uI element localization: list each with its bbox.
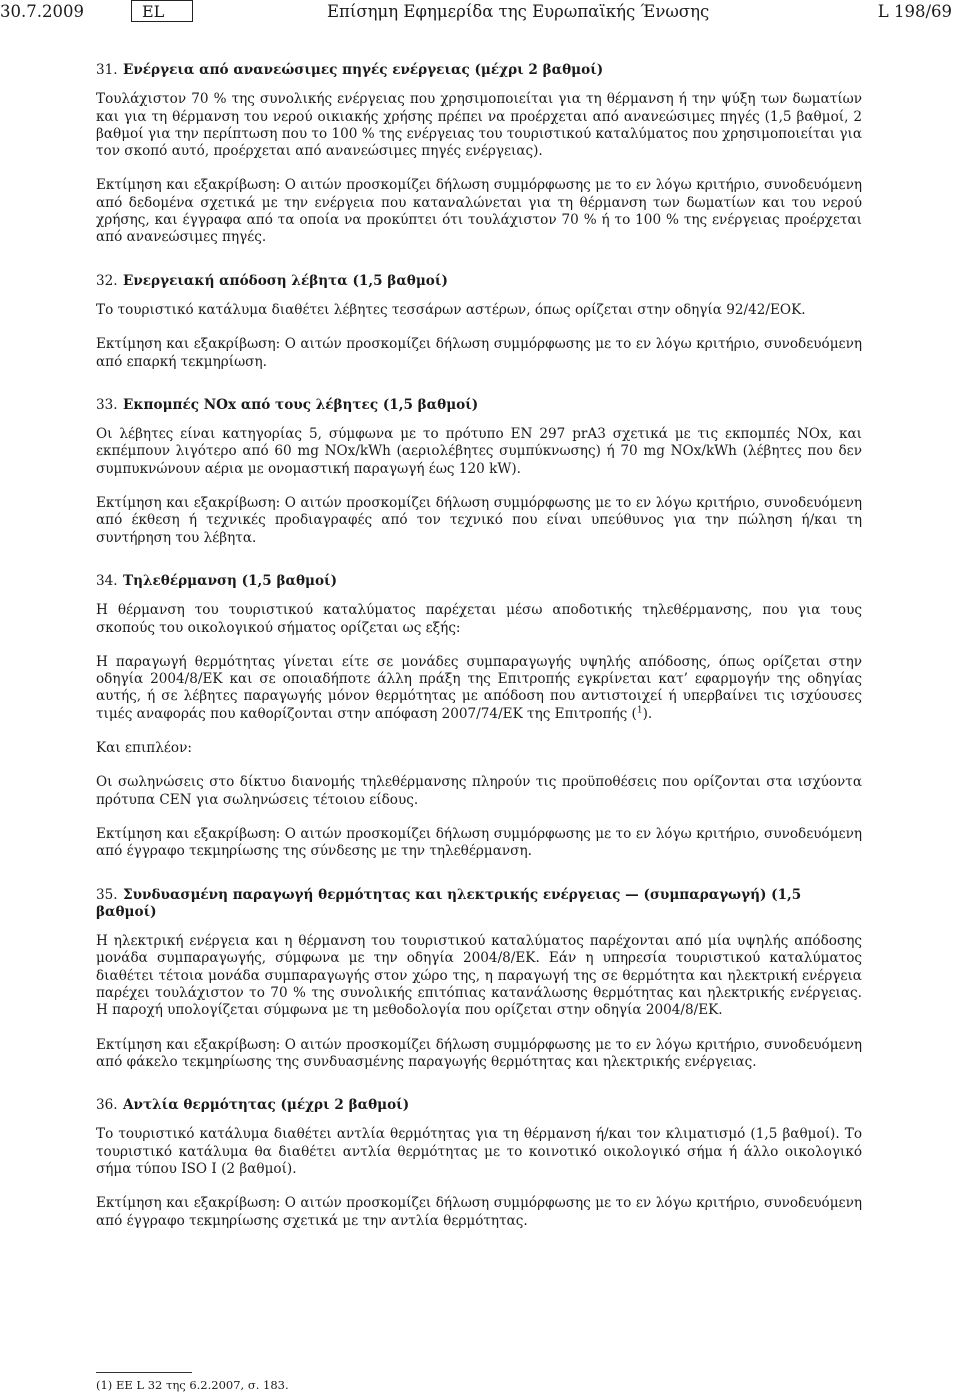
page-number: L 198/69 <box>877 2 952 21</box>
section-31-paragraph: Τουλάχιστον 70 % της συνολικής ενέργειας που χρησιμοποιείται για τη θέρμανση ή την ψύξη των δωματίων και για τη θέρμανση του νερού οικιακής χρήσης πρέπει να προέρχεται από ανανεώσιμες πηγές (1,5 βαθμοί, 2 βαθμοί για την περίπτωση που το 100 % της ενέργειας του τουριστικού καταλύματος που χρησιμοποιείται για τον σκοπό αυτό, προέρχεται από ανανεώσιμες πηγές ενέργειας). <box>96 91 862 160</box>
footnote-text: ΕΕ L 32 της 6.2.2007, σ. 183. <box>115 1378 289 1392</box>
section-title-36: 36. Αντλία θερμότητας (μέχρι 2 βαθμοί) <box>96 1097 410 1114</box>
publication-date: 30.7.2009 <box>0 2 84 21</box>
section-36-paragraph: Το τουριστικό κατάλυμα διαθέτει αντλία θερμότητας για τη θέρμανση ή/και τον κλιματισμό (1,5 βαθμοί). Το τουριστικό κατάλυμα θα διαθέτει αντλία θερμότητας με το κοινοτικό οικολογικό σήμα ή άλλο οικολογικό σήμα τύπου ISO I (2 βαθμοί). <box>96 1126 862 1178</box>
section-title-33: 33. Εκπομπές NOx από τους λέβητες (1,5 βαθμοί) <box>96 396 479 413</box>
journal-title: Επίσημη Εφημερίδα της Ευρωπαϊκής Ένωσης <box>327 2 710 21</box>
section-32-paragraph: Το τουριστικό κατάλυμα διαθέτει λέβητες τεσσάρων αστέρων, όπως ορίζεται στην οδηγία 92/42/ΕΟΚ. <box>96 301 806 318</box>
section-36-assessment: Εκτίμηση και εξακρίβωση: Ο αιτών προσκομίζει δήλωση συμμόρφωσης με το εν λόγω κριτήριο, συνοδευόμενη από έγγραφο τεκμηρίωσης σχετικά με την αντλία θερμότητας. <box>96 1195 862 1229</box>
section-33-paragraph: Οι λέβητες είναι κατηγορίας 5, σύμφωνα με το πρότυπο EN 297 prA3 σχετικά με τις εκπομπές NOx, και εκπέμπουν λιγότερο από 60 mg NOx/kWh (αεριολέβητες συμπύκνωσης) ή 70 mg NOx/kWh (λέβητες που δεν συμπυκνώνουν αέρια με ονομαστική παραγωγή έως 120 kW). <box>96 426 862 477</box>
section-33-assessment: Εκτίμηση και εξακρίβωση: Ο αιτών προσκομίζει δήλωση συμμόρφωσης με το εν λόγω κριτήριο, συνοδευόμενη από έκθεση ή τεχνικές προδιαγραφές από τον τεχνικό που είναι υπεύθυνος για την πώληση ή/και τη συντήρηση του λέβητα. <box>96 495 862 546</box>
footnote-divider <box>96 1372 192 1373</box>
section-31-assessment: Εκτίμηση και εξακρίβωση: Ο αιτών προσκομίζει δήλωση συμμόρφωσης με το εν λόγω κριτήριο, συνοδευόμενη από δεδομένα σχετικά με την ενέργεια που καταναλώνεται για τη θέρμανση των δωματίων και του νερού χρήσης, και έγγραφα από τα οποία να προκύπτει ότι τουλάχιστον 70 % ή το 100 % της ενέργειας προέρχεται από ανανεώσιμες πηγές. <box>96 177 862 246</box>
section-32-assessment: Εκτίμηση και εξακρίβωση: Ο αιτών προσκομίζει δήλωση συμμόρφωσης με το εν λόγω κριτήριο, συνοδευόμενη από επαρκή τεκμηρίωση. <box>96 336 862 370</box>
section-title-34: 34. Τηλεθέρμανση (1,5 βαθμοί) <box>96 572 338 589</box>
section-title-35: 35. Συνδυασμένη παραγωγή θερμότητας και ηλεκτρικής ενέργειας — (συμπαραγωγή) (1,5 βαθμοί) <box>96 886 802 920</box>
footnote-marker: (1) <box>96 1378 113 1392</box>
section-35-assessment: Εκτίμηση και εξακρίβωση: Ο αιτών προσκομίζει δήλωση συμμόρφωσης με το εν λόγω κριτήριο, συνοδευόμενη από φάκελο τεκμηρίωσης της συνδυασμένης παραγωγής θερμότητας και ηλεκτρικής ενέργειας. <box>96 1036 862 1070</box>
section-34-assessment: Εκτίμηση και εξακρίβωση: Ο αιτών προσκομίζει δήλωση συμμόρφωσης με το εν λόγω κριτήριο, συνοδευόμενη από έγγραφο τεκμηρίωσης της σύνδεσης με την τηλεθέρμανση. <box>96 825 862 860</box>
footnote-reference[interactable]: 1 <box>636 705 643 716</box>
section-35-paragraph: Η ηλεκτρική ενέργεια και η θέρμανση του τουριστικού καταλύματος παρέχονται από μία υψηλής απόδοσης μονάδα συμπαραγωγής, σύμφωνα με την οδηγία 2004/8/ΕΚ. Εάν η υπηρεσία τουριστικού καταλύματος διαθέτει τέτοια μονάδα συμπαραγωγής στον χώρο της, η παραγωγή της σε θερμότητα και ηλεκτρική ενέργεια παρέχει τουλάχιστον το 70 % της συνολικής επιτόπιας κατανάλωσης θερμότητας και ηλεκτρικής ενέργειας. Η παροχή υπολογίζεται σύμφωνα με τη μεθοδολογία που ορίζεται στην οδηγία 2004/8/ΕΚ. <box>96 933 862 1019</box>
language-code-box: EL <box>131 0 193 22</box>
section-34-paragraph-additionally: Και επιπλέον: <box>96 740 192 757</box>
section-34-paragraph-pipes: Οι σωληνώσεις στο δίκτυο διανομής τηλεθέρμανσης πληρούν τις προϋποθέσεις που ορίζονται στα ισχύοντα πρότυπα CEN για σωληνώσεις τέτοιου είδους. <box>96 774 862 808</box>
section-34-paragraph: Η θέρμανση του τουριστικού καταλύματος παρέχεται μέσω αποδοτικής τηλεθέρμανσης, που για τους σκοπούς του οικολογικού σήματος ορίζεται ως εξής: <box>96 602 862 636</box>
section-34-paragraph-heat-production: Η παραγωγή θερμότητας γίνεται είτε σε μονάδες συμπαραγωγής υψηλής απόδοσης, όπως ορίζεται στην οδηγία 2004/8/ΕΚ και σε οποιαδήποτε άλλη πράξη της Επιτροπής εγκρίνεται κατ’ εφαρμογήν της οδηγίας αυτής, ή σε λέβητες παραγωγής μόνον θερμότητας με απόδοση που αντιστοιχεί ή υπερβαίνει τις ισχύουσες τιμές αναφοράς που καθορίζονται στην απόφαση 2007/74/ΕΚ της Επιτροπής ($^1$). <box>96 653 862 722</box>
section-title-32: 32. Ενεργειακή απόδοση λέβητα (1,5 βαθμοί) <box>96 272 448 289</box>
section-title-31: 31. Ενέργεια από ανανεώσιμες πηγές ενέργειας (μέχρι 2 βαθμοί) <box>96 62 604 78</box>
document-body <box>96 62 862 1230</box>
page-header <box>0 0 960 28</box>
